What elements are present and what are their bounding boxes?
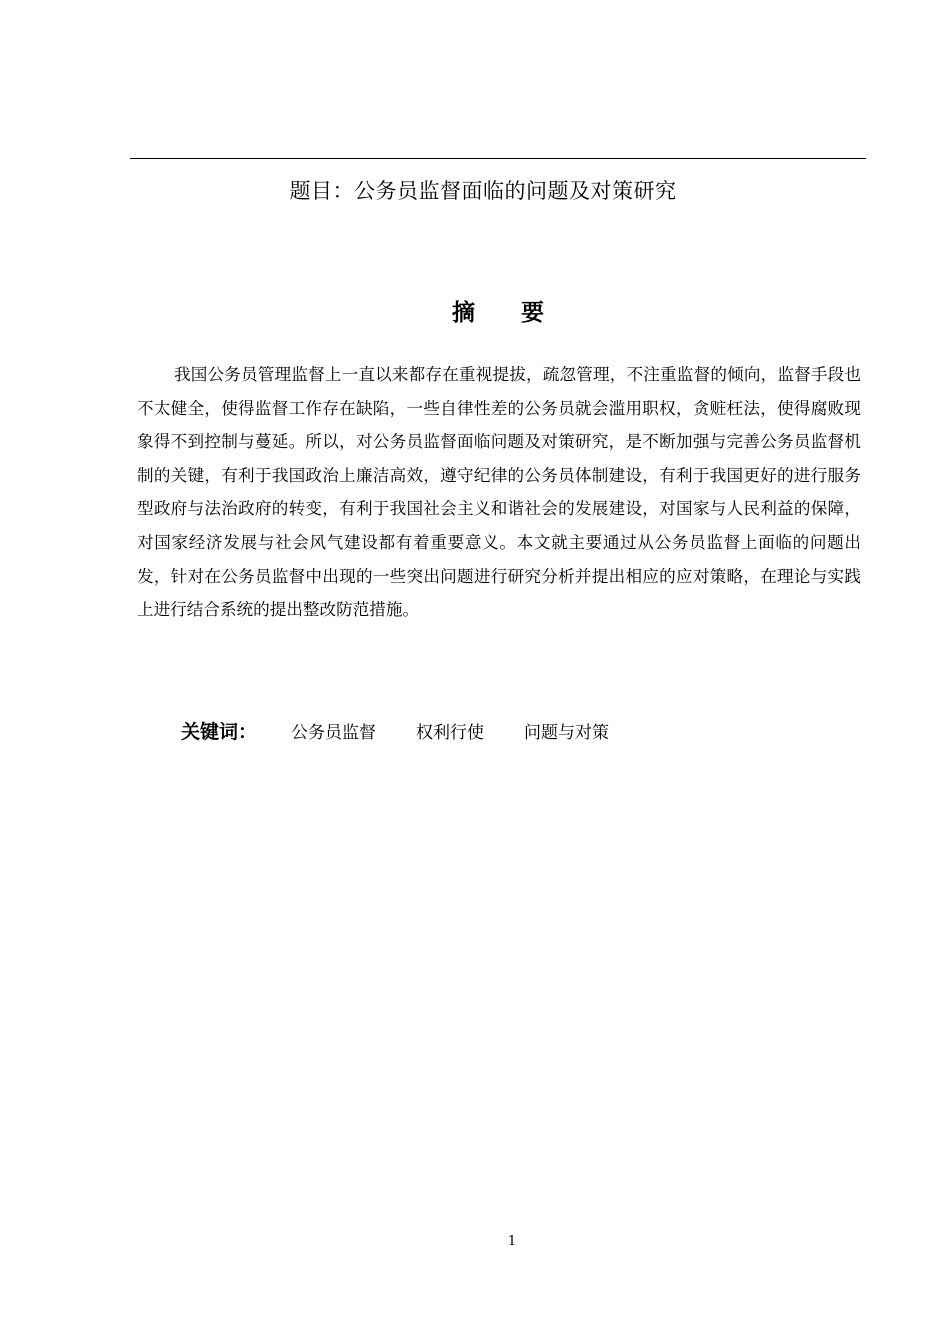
header-rule — [130, 158, 866, 159]
abstract-heading — [0, 294, 950, 327]
abstract-body: 我国公务员管理监督上一直以来都存在重视提拔，疏忽管理，不注重监督的倾向，监督手段也不太健全，使得监督工作存在缺陷，一些自律性差的公务员就会滥用职权，贪赃枉法，使得腐败现象得不到控制与蔓延。所以，对公务员监督面临问题及对策研究，是不断加强与完善公务员监督机制的关键，有利于我国政治上廉洁高效，遵守纪律的公务员体制建设，有利于我国更好的进行服务型政府与法治政府的转变，有利于我国社会主义和谐社会的发展建设，对国家与人民利益的保障，对国家经济发展与社会风气建设都有着重要意义。本文就主要通过从公务员监督上面临的问题出发，针对在公务员监督中出现的一些突出问题进行研究分析并提出相应的应对策略，在理论与实践上进行结合系统的提出整改防范措施。 — [137, 365, 861, 620]
abstract-heading-char-2: 要 — [521, 300, 544, 326]
keywords-line — [181, 717, 649, 744]
page-title: 题目：公务员监督面临的问题及对策研究 — [289, 179, 677, 203]
keyword-item: 问题与对策 — [524, 723, 609, 743]
abstract-heading-char-1: 摘 — [452, 300, 475, 326]
keyword-item: 权利行使 — [416, 723, 484, 743]
page-number: 1 — [507, 1234, 517, 1249]
keywords-label: 关键词： — [181, 721, 258, 743]
keyword-item: 公务员监督 — [291, 723, 376, 743]
